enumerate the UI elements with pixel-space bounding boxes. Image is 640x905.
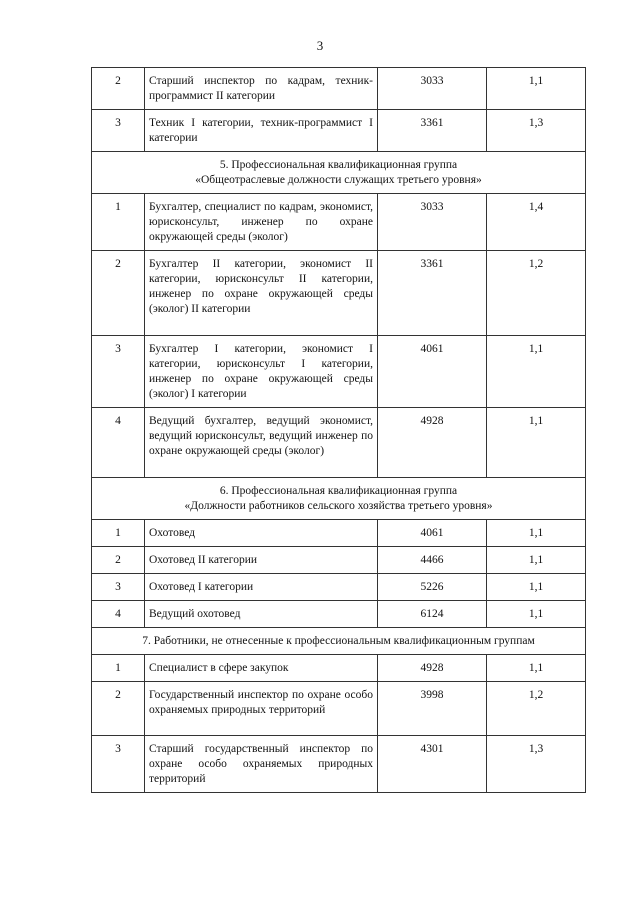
position-name: Бухгалтер II категории, экономист II категории, юрисконсульт II категории, инженер по охране окружающей среды (эколог) II категории xyxy=(145,251,378,336)
row-number: 3 xyxy=(92,574,145,601)
position-name: Бухгалтер I категории, экономист I категории, юрисконсульт I категории, инженер по охране окружающей среды (эколог) I категории xyxy=(145,336,378,408)
table-row xyxy=(92,194,586,251)
position-name: Старший инспектор по кадрам, техник-программист II категории xyxy=(145,68,378,110)
table-row xyxy=(92,520,586,547)
coefficient-value: 1,1 xyxy=(487,408,586,478)
table-row xyxy=(92,547,586,574)
row-number: 2 xyxy=(92,251,145,336)
salary-value: 4928 xyxy=(378,655,487,682)
row-number: 3 xyxy=(92,736,145,793)
position-name: Охотовед I категории xyxy=(145,574,378,601)
position-name: Старший государственный инспектор по охране особо охраняемых природных территорий xyxy=(145,736,378,793)
salary-value: 4061 xyxy=(378,520,487,547)
page-number: 3 xyxy=(316,38,324,53)
group-title xyxy=(92,628,586,655)
group-title-line: 6. Профессиональная квалификационная группа xyxy=(219,485,458,497)
salary-value: 3998 xyxy=(378,682,487,736)
row-number: 2 xyxy=(92,682,145,736)
position-name: Охотовед II категории xyxy=(145,547,378,574)
row-number: 2 xyxy=(92,68,145,110)
table-row xyxy=(92,682,586,736)
salary-value: 6124 xyxy=(378,601,487,628)
coefficient-value: 1,1 xyxy=(487,655,586,682)
coefficient-value: 1,1 xyxy=(487,547,586,574)
salary-value: 4928 xyxy=(378,408,487,478)
salary-value: 4466 xyxy=(378,547,487,574)
row-number: 3 xyxy=(92,336,145,408)
row-number: 1 xyxy=(92,194,145,251)
salary-value: 3361 xyxy=(378,251,487,336)
position-name: Бухгалтер, специалист по кадрам, экономист, юрисконсульт, инженер по охране окружающей среды (эколог) xyxy=(145,194,378,251)
row-number: 2 xyxy=(92,547,145,574)
position-name: Государственный инспектор по охране особо охраняемых природных территорий xyxy=(145,682,378,736)
coefficient-value: 1,2 xyxy=(487,682,586,736)
position-name: Ведущий бухгалтер, ведущий экономист, ведущий юрисконсульт, ведущий инженер по охране окружающей среды (эколог) xyxy=(145,408,378,478)
group-header-row xyxy=(92,478,586,520)
row-number: 4 xyxy=(92,601,145,628)
coefficient-value: 1,1 xyxy=(487,336,586,408)
coefficient-value: 1,1 xyxy=(487,68,586,110)
position-name: Охотовед xyxy=(145,520,378,547)
salary-value: 3033 xyxy=(378,68,487,110)
coefficient-value: 1,2 xyxy=(487,251,586,336)
table-row xyxy=(92,736,586,793)
coefficient-value: 1,1 xyxy=(487,574,586,601)
group-title xyxy=(92,152,586,194)
row-number: 1 xyxy=(92,520,145,547)
salary-value: 5226 xyxy=(378,574,487,601)
salary-value: 3033 xyxy=(378,194,487,251)
table-row xyxy=(92,68,586,110)
row-number: 3 xyxy=(92,110,145,152)
group-header-row xyxy=(92,152,586,194)
table-row xyxy=(92,408,586,478)
table-row xyxy=(92,336,586,408)
table-row xyxy=(92,574,586,601)
group-title-line: 7. Работники, не отнесенные к профессиональным квалификационным группам xyxy=(142,635,535,647)
salary-value: 4061 xyxy=(378,336,487,408)
position-name: Специалист в сфере закупок xyxy=(145,655,378,682)
coefficient-value: 1,3 xyxy=(487,110,586,152)
coefficient-value: 1,1 xyxy=(487,601,586,628)
salary-table xyxy=(91,67,586,793)
salary-value: 4301 xyxy=(378,736,487,793)
table-row xyxy=(92,251,586,336)
table-row xyxy=(92,601,586,628)
group-title-line: 5. Профессиональная квалификационная группа xyxy=(219,159,458,171)
group-title-line: «Должности работников сельского хозяйства третьего уровня» xyxy=(184,500,493,512)
coefficient-value: 1,1 xyxy=(487,520,586,547)
coefficient-value: 1,3 xyxy=(487,736,586,793)
row-number: 4 xyxy=(92,408,145,478)
coefficient-value: 1,4 xyxy=(487,194,586,251)
salary-value: 3361 xyxy=(378,110,487,152)
position-name: Ведущий охотовед xyxy=(145,601,378,628)
group-title xyxy=(92,478,586,520)
group-title-line: «Общеотраслевые должности служащих третьего уровня» xyxy=(195,174,482,186)
group-header-row xyxy=(92,628,586,655)
position-name: Техник I категории, техник-программист I категории xyxy=(145,110,378,152)
row-number: 1 xyxy=(92,655,145,682)
table-row xyxy=(92,110,586,152)
table-row xyxy=(92,655,586,682)
